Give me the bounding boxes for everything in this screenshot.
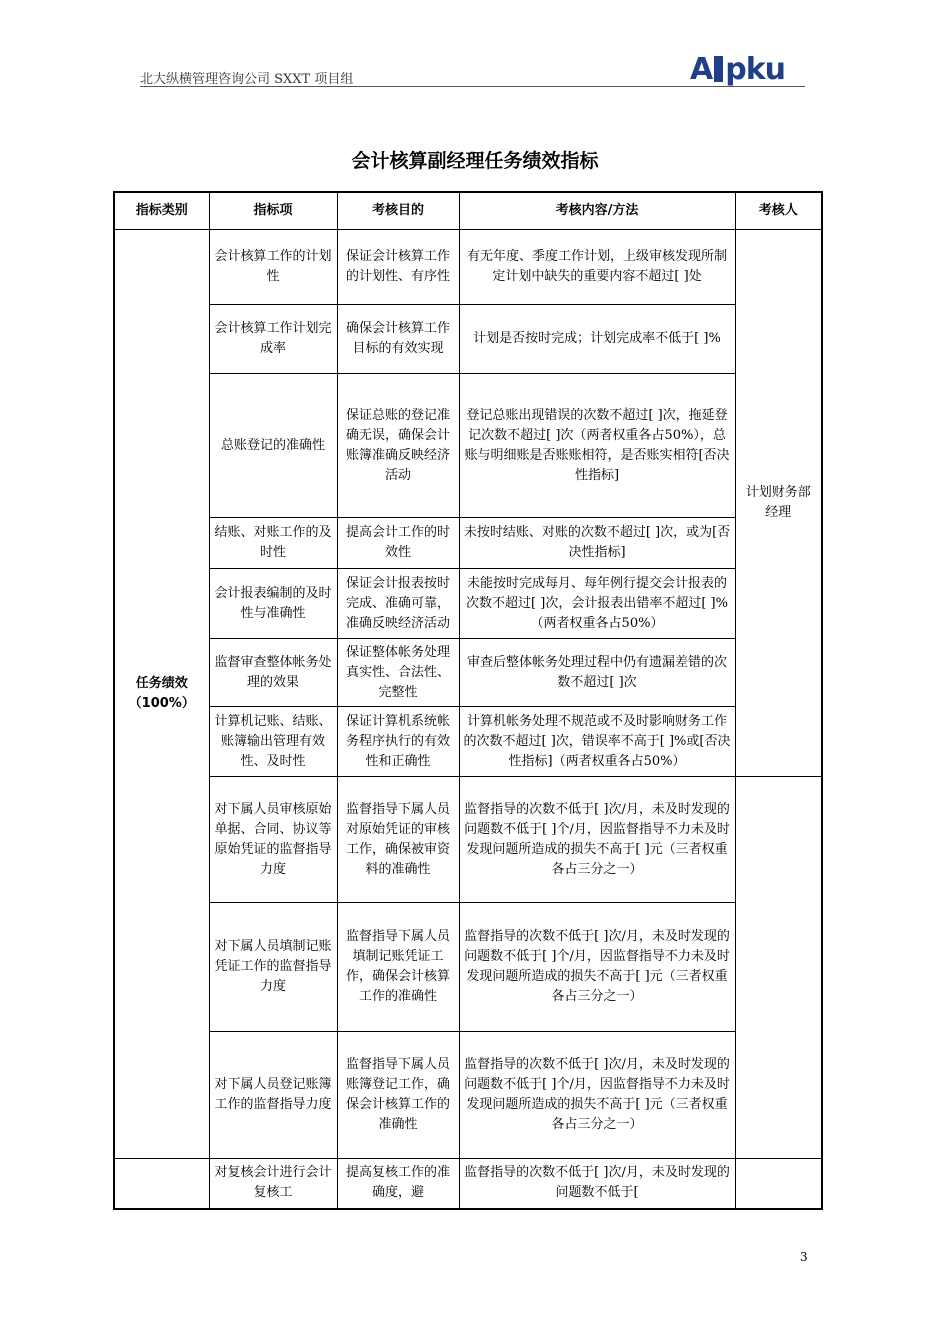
page-number: 3 [800,1250,808,1264]
table-row [114,707,822,777]
table-row [114,230,822,305]
col-header-category: 指标类别 [114,192,209,230]
table-row [114,518,822,569]
col-header-item: 指标项 [209,192,337,230]
content-cell: 监督指导的次数不低于[ ]次/月，未及时发现的问题数不低于[ [459,1159,735,1209]
item-cell: 会计报表编制的及时性与准确性 [209,569,337,639]
item-cell: 对复核会计进行会计复核工 [209,1159,337,1209]
purpose-cell: 确保会计核算工作目标的有效实现 [337,305,459,374]
logo-text-pku: pku [725,52,786,87]
item-cell: 会计核算工作计划完成率 [209,305,337,374]
assessor-empty-cell [735,1159,822,1209]
col-header-purpose: 考核目的 [337,192,459,230]
purpose-cell: 提高复核工作的准确度，避 [337,1159,459,1209]
category-cell [114,230,209,1159]
logo-bar [714,56,723,82]
content-cell: 计划是否按时完成；计划完成率不低于[ ]% [459,305,735,374]
table-row [114,374,822,518]
content-cell: 监督指导的次数不低于[ ]次/月，未及时发现的问题数不低于[ ]个/月，因监督指导不力未及时发现问题所造成的损失不高于[ ]元（三者权重各占三分之一） [459,777,735,903]
item-cell: 监督审查整体帐务处理的效果 [209,639,337,707]
purpose-cell: 保证总账的登记准确无误，确保会计账簿准确反映经济活动 [337,374,459,518]
assessor-empty-cell [735,777,822,1159]
item-cell: 计算机记账、结账、账簿输出管理有效性、及时性 [209,707,337,777]
header-rule [140,86,805,87]
header-company: 北大纵横管理咨询公司 SXXT 项目组 [140,72,354,87]
table-row [114,569,822,639]
item-cell: 结账、对账工作的及时性 [209,518,337,569]
col-header-assessor: 考核人 [735,192,822,230]
table-row [114,639,822,707]
category-label: 任务绩效 [135,676,188,691]
content-cell: 登记总账出现错误的次数不超过[ ]次，拖延登记次数不超过[ ]次（两者权重各占50%），总账与明细账是否账账相符，是否账实相符[否决性指标] [459,374,735,518]
item-cell: 总账登记的准确性 [209,374,337,518]
table-row [114,305,822,374]
purpose-cell: 监督指导下属人员填制记账凭证工作，确保会计核算工作的准确性 [337,903,459,1032]
content-cell: 监督指导的次数不低于[ ]次/月，未及时发现的问题数不低于[ ]个/月，因监督指导不力未及时发现问题所造成的损失不高于[ ]元（三者权重各占三分之一） [459,903,735,1032]
table-row [114,777,822,903]
content-cell: 未能按时完成每月、每年例行提交会计报表的次数不超过[ ]次，会计报表出错率不超过[ ]%（两者权重各占50%） [459,569,735,639]
category-weight: （100%） [128,696,195,711]
purpose-cell: 保证会计核算工作的计划性、有序性 [337,230,459,305]
purpose-cell: 保证整体帐务处理真实性、合法性、完整性 [337,639,459,707]
company-logo [690,52,785,87]
table-row [114,1032,822,1159]
content-cell: 计算机帐务处理不规范或不及时影响财务工作的次数不超过[ ]次，错误率不高于[ ]%或[否决性指标]（两者权重各占50%） [459,707,735,777]
purpose-cell: 保证计算机系统帐务程序执行的有效性和正确性 [337,707,459,777]
content-cell: 未按时结账、对账的次数不超过[ ]次，或为[否决性指标] [459,518,735,569]
purpose-cell: 监督指导下属人员对原始凭证的审核工作，确保被审资料的准确性 [337,777,459,903]
assessor-cell: 计划财务部经理 [735,230,822,777]
item-cell: 对下属人员登记账簿工作的监督指导力度 [209,1032,337,1159]
table-header-row [114,192,822,230]
purpose-cell: 提高会计工作的时效性 [337,518,459,569]
category-empty-cell [114,1159,209,1209]
content-cell: 监督指导的次数不低于[ ]次/月，未及时发现的问题数不低于[ ]个/月，因监督指导不力未及时发现问题所造成的损失不高于[ ]元（三者权重各占三分之一） [459,1032,735,1159]
col-header-content: 考核内容/方法 [459,192,735,230]
table-row [114,1159,822,1209]
kpi-table [113,191,823,1210]
purpose-cell: 监督指导下属人员账簿登记工作，确保会计核算工作的准确性 [337,1032,459,1159]
table-row [114,903,822,1032]
item-cell: 对下属人员填制记账凭证工作的监督指导力度 [209,903,337,1032]
logo-text-a: A [690,52,713,87]
purpose-cell: 保证会计报表按时完成、准确可靠，准确反映经济活动 [337,569,459,639]
page-title: 会计核算副经理任务绩效指标 [351,150,599,172]
item-cell: 对下属人员审核原始单据、合同、协议等原始凭证的监督指导力度 [209,777,337,903]
item-cell: 会计核算工作的计划性 [209,230,337,305]
content-cell: 有无年度、季度工作计划，上级审核发现所制定计划中缺失的重要内容不超过[ ]处 [459,230,735,305]
content-cell: 审查后整体帐务处理过程中仍有遗漏差错的次数不超过[ ]次 [459,639,735,707]
